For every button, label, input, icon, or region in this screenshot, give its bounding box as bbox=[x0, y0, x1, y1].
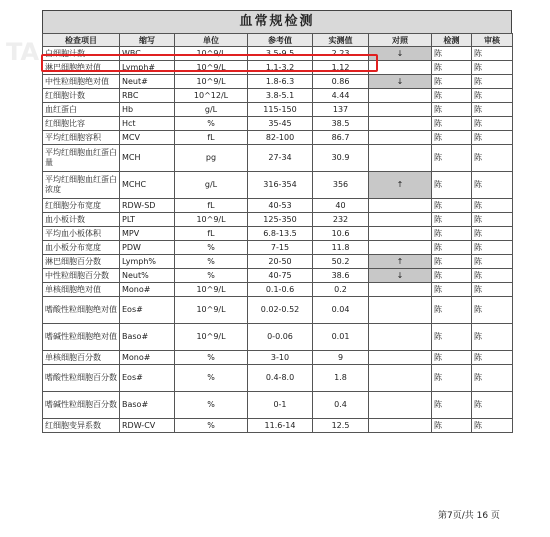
item-unit: % bbox=[175, 255, 248, 269]
item-value: 0.2 bbox=[313, 283, 369, 297]
item-unit: pg bbox=[175, 145, 248, 172]
item-name: 中性粒细胞绝对值 bbox=[43, 75, 120, 89]
item-audit: 陈 bbox=[472, 297, 513, 324]
item-reference: 7-15 bbox=[248, 241, 313, 255]
item-name: 红细胞分布宽度 bbox=[43, 199, 120, 213]
item-abbr: Lymph# bbox=[120, 61, 175, 75]
item-name: 嗜碱性粒细胞百分数 bbox=[43, 392, 120, 419]
item-flag bbox=[369, 213, 432, 227]
page-footer: 第7页/共 16 页 bbox=[438, 511, 500, 521]
item-flag bbox=[369, 89, 432, 103]
item-value: 40 bbox=[313, 199, 369, 213]
item-unit: 10^9/L bbox=[175, 283, 248, 297]
table-row bbox=[43, 283, 513, 297]
item-audit: 陈 bbox=[472, 61, 513, 75]
item-value: 0.04 bbox=[313, 297, 369, 324]
item-flag bbox=[369, 145, 432, 172]
item-abbr: Baso# bbox=[120, 324, 175, 351]
item-reference: 11.6-14 bbox=[248, 419, 313, 433]
item-check: 陈 bbox=[432, 324, 472, 351]
item-unit: % bbox=[175, 117, 248, 131]
item-check: 陈 bbox=[432, 392, 472, 419]
item-flag bbox=[369, 419, 432, 433]
item-abbr: RDW-SD bbox=[120, 199, 175, 213]
item-name: 平均红细胞血红蛋白量 bbox=[43, 145, 120, 172]
item-flag bbox=[369, 351, 432, 365]
item-value: 10.6 bbox=[313, 227, 369, 241]
table-row bbox=[43, 117, 513, 131]
item-name: 中性粒细胞百分数 bbox=[43, 269, 120, 283]
item-flag bbox=[369, 227, 432, 241]
table-row bbox=[43, 145, 513, 172]
item-value: 1.8 bbox=[313, 365, 369, 392]
item-flag: ↑ bbox=[369, 255, 432, 269]
item-unit: % bbox=[175, 392, 248, 419]
item-flag bbox=[369, 324, 432, 351]
item-flag bbox=[369, 365, 432, 392]
table-row bbox=[43, 255, 513, 269]
item-audit: 陈 bbox=[472, 269, 513, 283]
item-audit: 陈 bbox=[472, 172, 513, 199]
item-value: 38.5 bbox=[313, 117, 369, 131]
item-reference: 316-354 bbox=[248, 172, 313, 199]
item-abbr: Hb bbox=[120, 103, 175, 117]
item-audit: 陈 bbox=[472, 199, 513, 213]
item-name: 嗜酸性粒细胞绝对值 bbox=[43, 297, 120, 324]
item-abbr: Eos# bbox=[120, 297, 175, 324]
item-name: 单核细胞绝对值 bbox=[43, 283, 120, 297]
item-audit: 陈 bbox=[472, 255, 513, 269]
item-audit: 陈 bbox=[472, 89, 513, 103]
item-name: 平均红细胞血红蛋白浓度 bbox=[43, 172, 120, 199]
item-unit: % bbox=[175, 241, 248, 255]
table-row bbox=[43, 392, 513, 419]
item-audit: 陈 bbox=[472, 131, 513, 145]
results-table bbox=[42, 33, 513, 433]
item-value: 1.12 bbox=[313, 61, 369, 75]
item-check: 陈 bbox=[432, 255, 472, 269]
item-value: 4.44 bbox=[313, 89, 369, 103]
item-flag: ↓ bbox=[369, 269, 432, 283]
header-audit: 审核 bbox=[472, 34, 513, 47]
item-unit: g/L bbox=[175, 103, 248, 117]
item-value: 12.5 bbox=[313, 419, 369, 433]
item-reference: 6.8-13.5 bbox=[248, 227, 313, 241]
item-check: 陈 bbox=[432, 131, 472, 145]
header-value: 实测值 bbox=[313, 34, 369, 47]
item-flag bbox=[369, 283, 432, 297]
table-row bbox=[43, 324, 513, 351]
item-reference: 1.8-6.3 bbox=[248, 75, 313, 89]
item-abbr: Mono# bbox=[120, 283, 175, 297]
item-name: 血小板计数 bbox=[43, 213, 120, 227]
header-flag: 对照 bbox=[369, 34, 432, 47]
item-abbr: Mono# bbox=[120, 351, 175, 365]
item-flag bbox=[369, 103, 432, 117]
item-unit: fL bbox=[175, 131, 248, 145]
item-name: 平均红细胞容积 bbox=[43, 131, 120, 145]
table-row bbox=[43, 47, 513, 61]
item-audit: 陈 bbox=[472, 351, 513, 365]
item-check: 陈 bbox=[432, 365, 472, 392]
header-abbr: 缩写 bbox=[120, 34, 175, 47]
item-name: 单核细胞百分数 bbox=[43, 351, 120, 365]
item-reference: 0.02-0.52 bbox=[248, 297, 313, 324]
item-name: 红细胞比容 bbox=[43, 117, 120, 131]
item-unit: % bbox=[175, 269, 248, 283]
item-audit: 陈 bbox=[472, 47, 513, 61]
table-row bbox=[43, 419, 513, 433]
item-audit: 陈 bbox=[472, 392, 513, 419]
table-row bbox=[43, 365, 513, 392]
item-abbr: RDW-CV bbox=[120, 419, 175, 433]
item-abbr: Eos# bbox=[120, 365, 175, 392]
item-check: 陈 bbox=[432, 61, 472, 75]
item-name: 淋巴细胞百分数 bbox=[43, 255, 120, 269]
item-check: 陈 bbox=[432, 283, 472, 297]
item-flag: ↑ bbox=[369, 172, 432, 199]
item-check: 陈 bbox=[432, 213, 472, 227]
header-item: 检查项目 bbox=[43, 34, 120, 47]
item-flag bbox=[369, 131, 432, 145]
item-check: 陈 bbox=[432, 172, 472, 199]
item-reference: 125-350 bbox=[248, 213, 313, 227]
item-unit: % bbox=[175, 365, 248, 392]
item-abbr: Lymph% bbox=[120, 255, 175, 269]
item-audit: 陈 bbox=[472, 241, 513, 255]
item-reference: 35-45 bbox=[248, 117, 313, 131]
item-audit: 陈 bbox=[472, 213, 513, 227]
item-abbr: Baso# bbox=[120, 392, 175, 419]
item-flag: ↓ bbox=[369, 47, 432, 61]
header-check: 检测 bbox=[432, 34, 472, 47]
item-unit: 10^9/L bbox=[175, 61, 248, 75]
item-abbr: WBC bbox=[120, 47, 175, 61]
item-audit: 陈 bbox=[472, 419, 513, 433]
table-row bbox=[43, 241, 513, 255]
item-abbr: Neut# bbox=[120, 75, 175, 89]
item-flag: ↓ bbox=[369, 75, 432, 89]
item-check: 陈 bbox=[432, 351, 472, 365]
item-name: 红细胞变异系数 bbox=[43, 419, 120, 433]
item-flag bbox=[369, 117, 432, 131]
item-check: 陈 bbox=[432, 297, 472, 324]
table-row bbox=[43, 75, 513, 89]
item-audit: 陈 bbox=[472, 324, 513, 351]
item-name: 嗜碱性粒细胞绝对值 bbox=[43, 324, 120, 351]
item-value: 50.2 bbox=[313, 255, 369, 269]
item-name: 血红蛋白 bbox=[43, 103, 120, 117]
item-flag bbox=[369, 61, 432, 75]
header-reference: 参考值 bbox=[248, 34, 313, 47]
item-value: 0.01 bbox=[313, 324, 369, 351]
item-check: 陈 bbox=[432, 47, 472, 61]
item-check: 陈 bbox=[432, 117, 472, 131]
table-header-row bbox=[43, 34, 513, 47]
report-title: 血常规检测 bbox=[42, 10, 512, 33]
item-check: 陈 bbox=[432, 103, 472, 117]
item-reference: 0.4-8.0 bbox=[248, 365, 313, 392]
item-unit: fL bbox=[175, 227, 248, 241]
table-row bbox=[43, 227, 513, 241]
item-reference: 0-0.06 bbox=[248, 324, 313, 351]
item-abbr: MPV bbox=[120, 227, 175, 241]
item-flag bbox=[369, 297, 432, 324]
item-flag bbox=[369, 392, 432, 419]
table-row bbox=[43, 297, 513, 324]
table-row bbox=[43, 172, 513, 199]
item-unit: fL bbox=[175, 199, 248, 213]
item-abbr: MCHC bbox=[120, 172, 175, 199]
item-reference: 40-53 bbox=[248, 199, 313, 213]
item-abbr: RBC bbox=[120, 89, 175, 103]
item-unit: 10^9/L bbox=[175, 75, 248, 89]
item-value: 137 bbox=[313, 103, 369, 117]
table-row bbox=[43, 103, 513, 117]
item-unit: 10^12/L bbox=[175, 89, 248, 103]
item-name: 嗜酸性粒细胞百分数 bbox=[43, 365, 120, 392]
item-audit: 陈 bbox=[472, 365, 513, 392]
item-unit: 10^9/L bbox=[175, 297, 248, 324]
item-abbr: Neut% bbox=[120, 269, 175, 283]
item-value: 0.86 bbox=[313, 75, 369, 89]
item-abbr: PLT bbox=[120, 213, 175, 227]
item-check: 陈 bbox=[432, 269, 472, 283]
item-abbr: PDW bbox=[120, 241, 175, 255]
table-row bbox=[43, 89, 513, 103]
item-audit: 陈 bbox=[472, 283, 513, 297]
item-audit: 陈 bbox=[472, 75, 513, 89]
item-reference: 0-1 bbox=[248, 392, 313, 419]
item-check: 陈 bbox=[432, 89, 472, 103]
header-unit: 单位 bbox=[175, 34, 248, 47]
item-reference: 3.5-9.5 bbox=[248, 47, 313, 61]
item-value: 38.6 bbox=[313, 269, 369, 283]
item-unit: 10^9/L bbox=[175, 213, 248, 227]
report-sheet bbox=[42, 10, 512, 433]
item-reference: 82-100 bbox=[248, 131, 313, 145]
item-unit: 10^9/L bbox=[175, 47, 248, 61]
item-check: 陈 bbox=[432, 419, 472, 433]
item-abbr: MCH bbox=[120, 145, 175, 172]
item-reference: 40-75 bbox=[248, 269, 313, 283]
item-check: 陈 bbox=[432, 75, 472, 89]
item-reference: 1.1-3.2 bbox=[248, 61, 313, 75]
item-check: 陈 bbox=[432, 199, 472, 213]
item-audit: 陈 bbox=[472, 145, 513, 172]
item-unit: g/L bbox=[175, 172, 248, 199]
item-unit: % bbox=[175, 351, 248, 365]
item-value: 30.9 bbox=[313, 145, 369, 172]
item-reference: 3.8-5.1 bbox=[248, 89, 313, 103]
item-audit: 陈 bbox=[472, 117, 513, 131]
table-row bbox=[43, 213, 513, 227]
table-row bbox=[43, 199, 513, 213]
table-row bbox=[43, 269, 513, 283]
item-value: 2.23 bbox=[313, 47, 369, 61]
item-value: 356 bbox=[313, 172, 369, 199]
table-row bbox=[43, 131, 513, 145]
item-check: 陈 bbox=[432, 145, 472, 172]
table-row bbox=[43, 351, 513, 365]
item-name: 平均血小板体积 bbox=[43, 227, 120, 241]
item-reference: 20-50 bbox=[248, 255, 313, 269]
item-unit: % bbox=[175, 419, 248, 433]
table-row bbox=[43, 61, 513, 75]
item-audit: 陈 bbox=[472, 227, 513, 241]
item-value: 11.8 bbox=[313, 241, 369, 255]
item-name: 淋巴细胞绝对值 bbox=[43, 61, 120, 75]
item-reference: 27-34 bbox=[248, 145, 313, 172]
watermark: TA bbox=[6, 38, 40, 66]
item-reference: 115-150 bbox=[248, 103, 313, 117]
item-check: 陈 bbox=[432, 241, 472, 255]
item-flag bbox=[369, 199, 432, 213]
item-check: 陈 bbox=[432, 227, 472, 241]
item-value: 0.4 bbox=[313, 392, 369, 419]
item-abbr: Hct bbox=[120, 117, 175, 131]
item-name: 红细胞计数 bbox=[43, 89, 120, 103]
item-unit: 10^9/L bbox=[175, 324, 248, 351]
item-reference: 0.1-0.6 bbox=[248, 283, 313, 297]
item-value: 9 bbox=[313, 351, 369, 365]
item-value: 232 bbox=[313, 213, 369, 227]
item-name: 血小板分布宽度 bbox=[43, 241, 120, 255]
item-reference: 3-10 bbox=[248, 351, 313, 365]
item-abbr: MCV bbox=[120, 131, 175, 145]
item-value: 86.7 bbox=[313, 131, 369, 145]
item-audit: 陈 bbox=[472, 103, 513, 117]
item-name: 白细胞计数 bbox=[43, 47, 120, 61]
item-flag bbox=[369, 241, 432, 255]
